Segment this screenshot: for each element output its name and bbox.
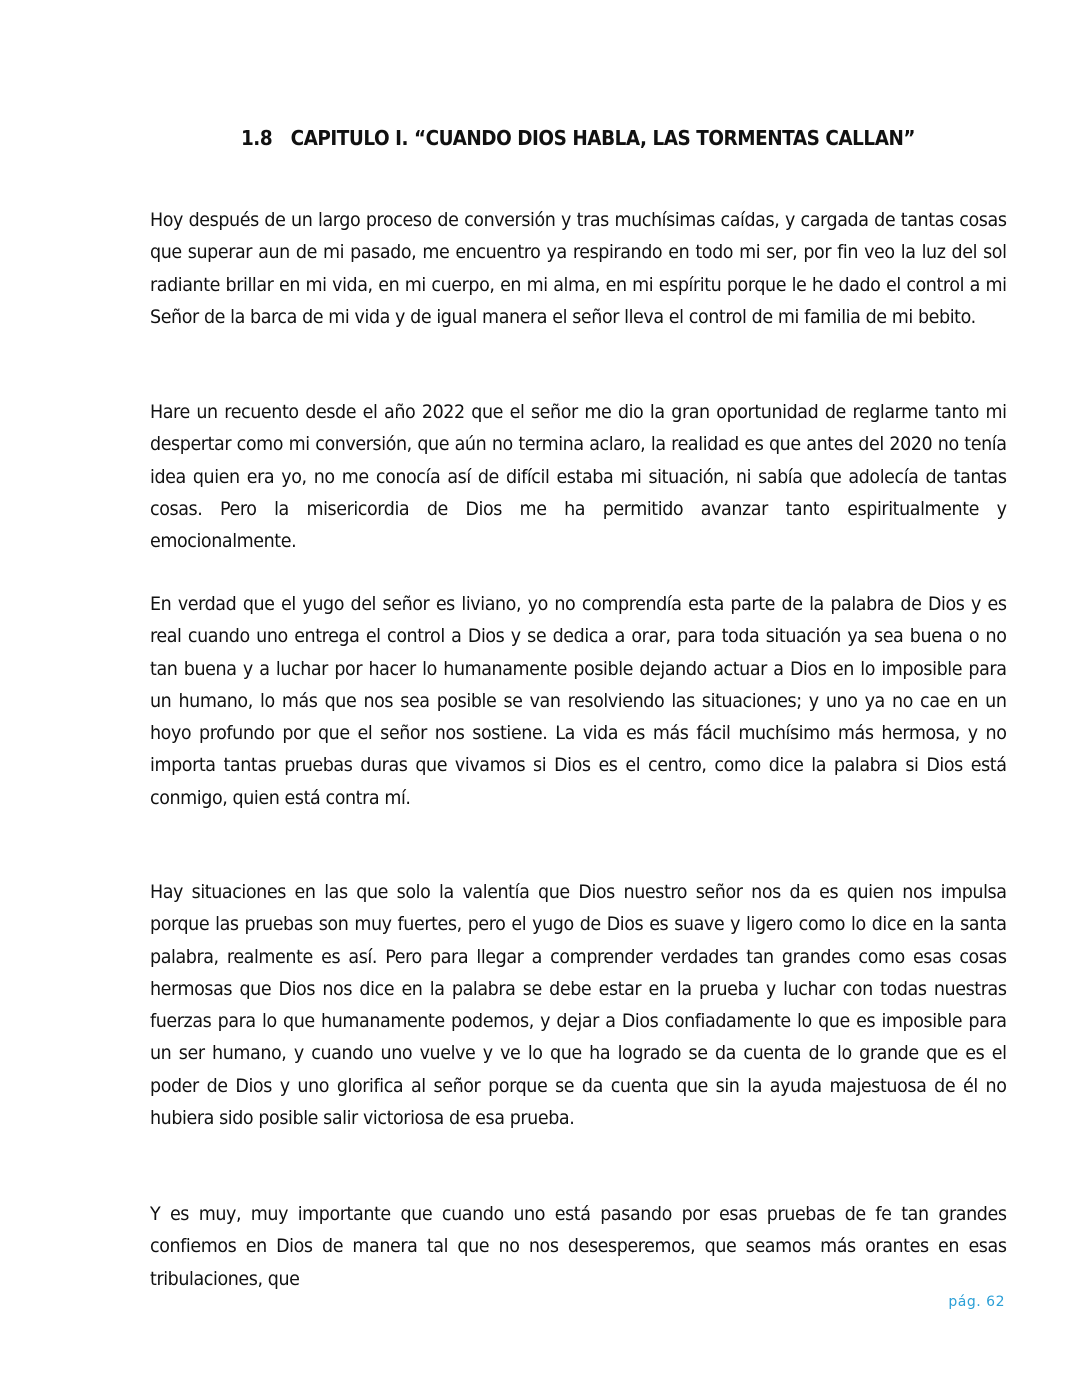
paragraph-5: Y es muy, muy importante que cuando uno está pasando por esas pruebas de fe tan grandes confiemos en Dios de manera tal que no nos desesperemos, que seamos más orantes en esas tribulaciones, que (150, 1203, 1007, 1290)
chapter-heading (184, 126, 972, 150)
paragraph-4: Hay situaciones en las que solo la valentía que Dios nuestro señor nos da es quien nos impulsa porque las pruebas son muy fuertes, pero el yugo de Dios es suave y ligero como lo dice en la santa palabra, realmente es así. Pero para llegar a comprender verdades tan grandes como esas cosas hermosas que Dios nos dice en la palabra se debe estar en la prueba y luchar con todas nuestras fuerzas para lo que humanamente podemos, y dejar a Dios confiadamente lo que es imposible para un ser humano, y cuando uno vuelve y ve lo que ha logrado se da cuenta de lo grande que es el poder de Dios y uno glorifica al señor porque se da cuenta que sin la ayuda majestuosa de él no hubiera sido posible salir victoriosa de esa prueba. (150, 881, 1007, 1130)
paragraph-3: En verdad que el yugo del señor es liviano, yo no comprendía esta parte de la palabra de Dios y es real cuando uno entrega el control a Dios y se dedica a orar, para toda situación ya sea buena o no tan buena y a luchar por hacer lo humanamente posible dejando actuar a Dios en lo imposible para un humano, lo más que nos sea posible se van resolviendo las situaciones; y uno ya no cae en un hoyo profundo por que el señor nos sostiene. La vida es más fácil muchísimo más hermosa, y no importa tantas pruebas duras que vivamos si Dios es el centro, como dice la palabra si Dios está conmigo, quien está contra mí. (150, 593, 1007, 809)
paragraph-1: Hoy después de un largo proceso de conversión y tras muchísimas caídas, y cargada de tantas cosas que superar aun de mi pasado, me encuentro ya respirando en todo mi ser, por fin veo la luz del sol radiante brillar en mi vida, en mi cuerpo, en mi alma, en mi espíritu porque le he dado el control a mi Señor de la barca de mi vida y de igual manera el señor lleva el control de mi familia de mi bebito. (150, 209, 1007, 328)
page-number: pág. 62 (948, 1294, 1005, 1310)
section-number: 1.8 (240, 126, 273, 150)
chapter-title: CAPITULO I. “CUANDO DIOS HABLA, LAS TORMENTAS CALLAN” (290, 126, 916, 150)
paragraph-2: Hare un recuento desde el año 2022 que el señor me dio la gran oportunidad de reglarme tanto mi despertar como mi conversión, que aún no termina aclaro, la realidad es que antes del 2020 no tenía idea quien era yo, no me conocía así de difícil estaba mi situación, ni sabía que adolecía de tantas cosas. Pero la misericordia de Dios me ha permitido avanzar tanto espiritualmente y emocionalmente. (150, 401, 1007, 553)
